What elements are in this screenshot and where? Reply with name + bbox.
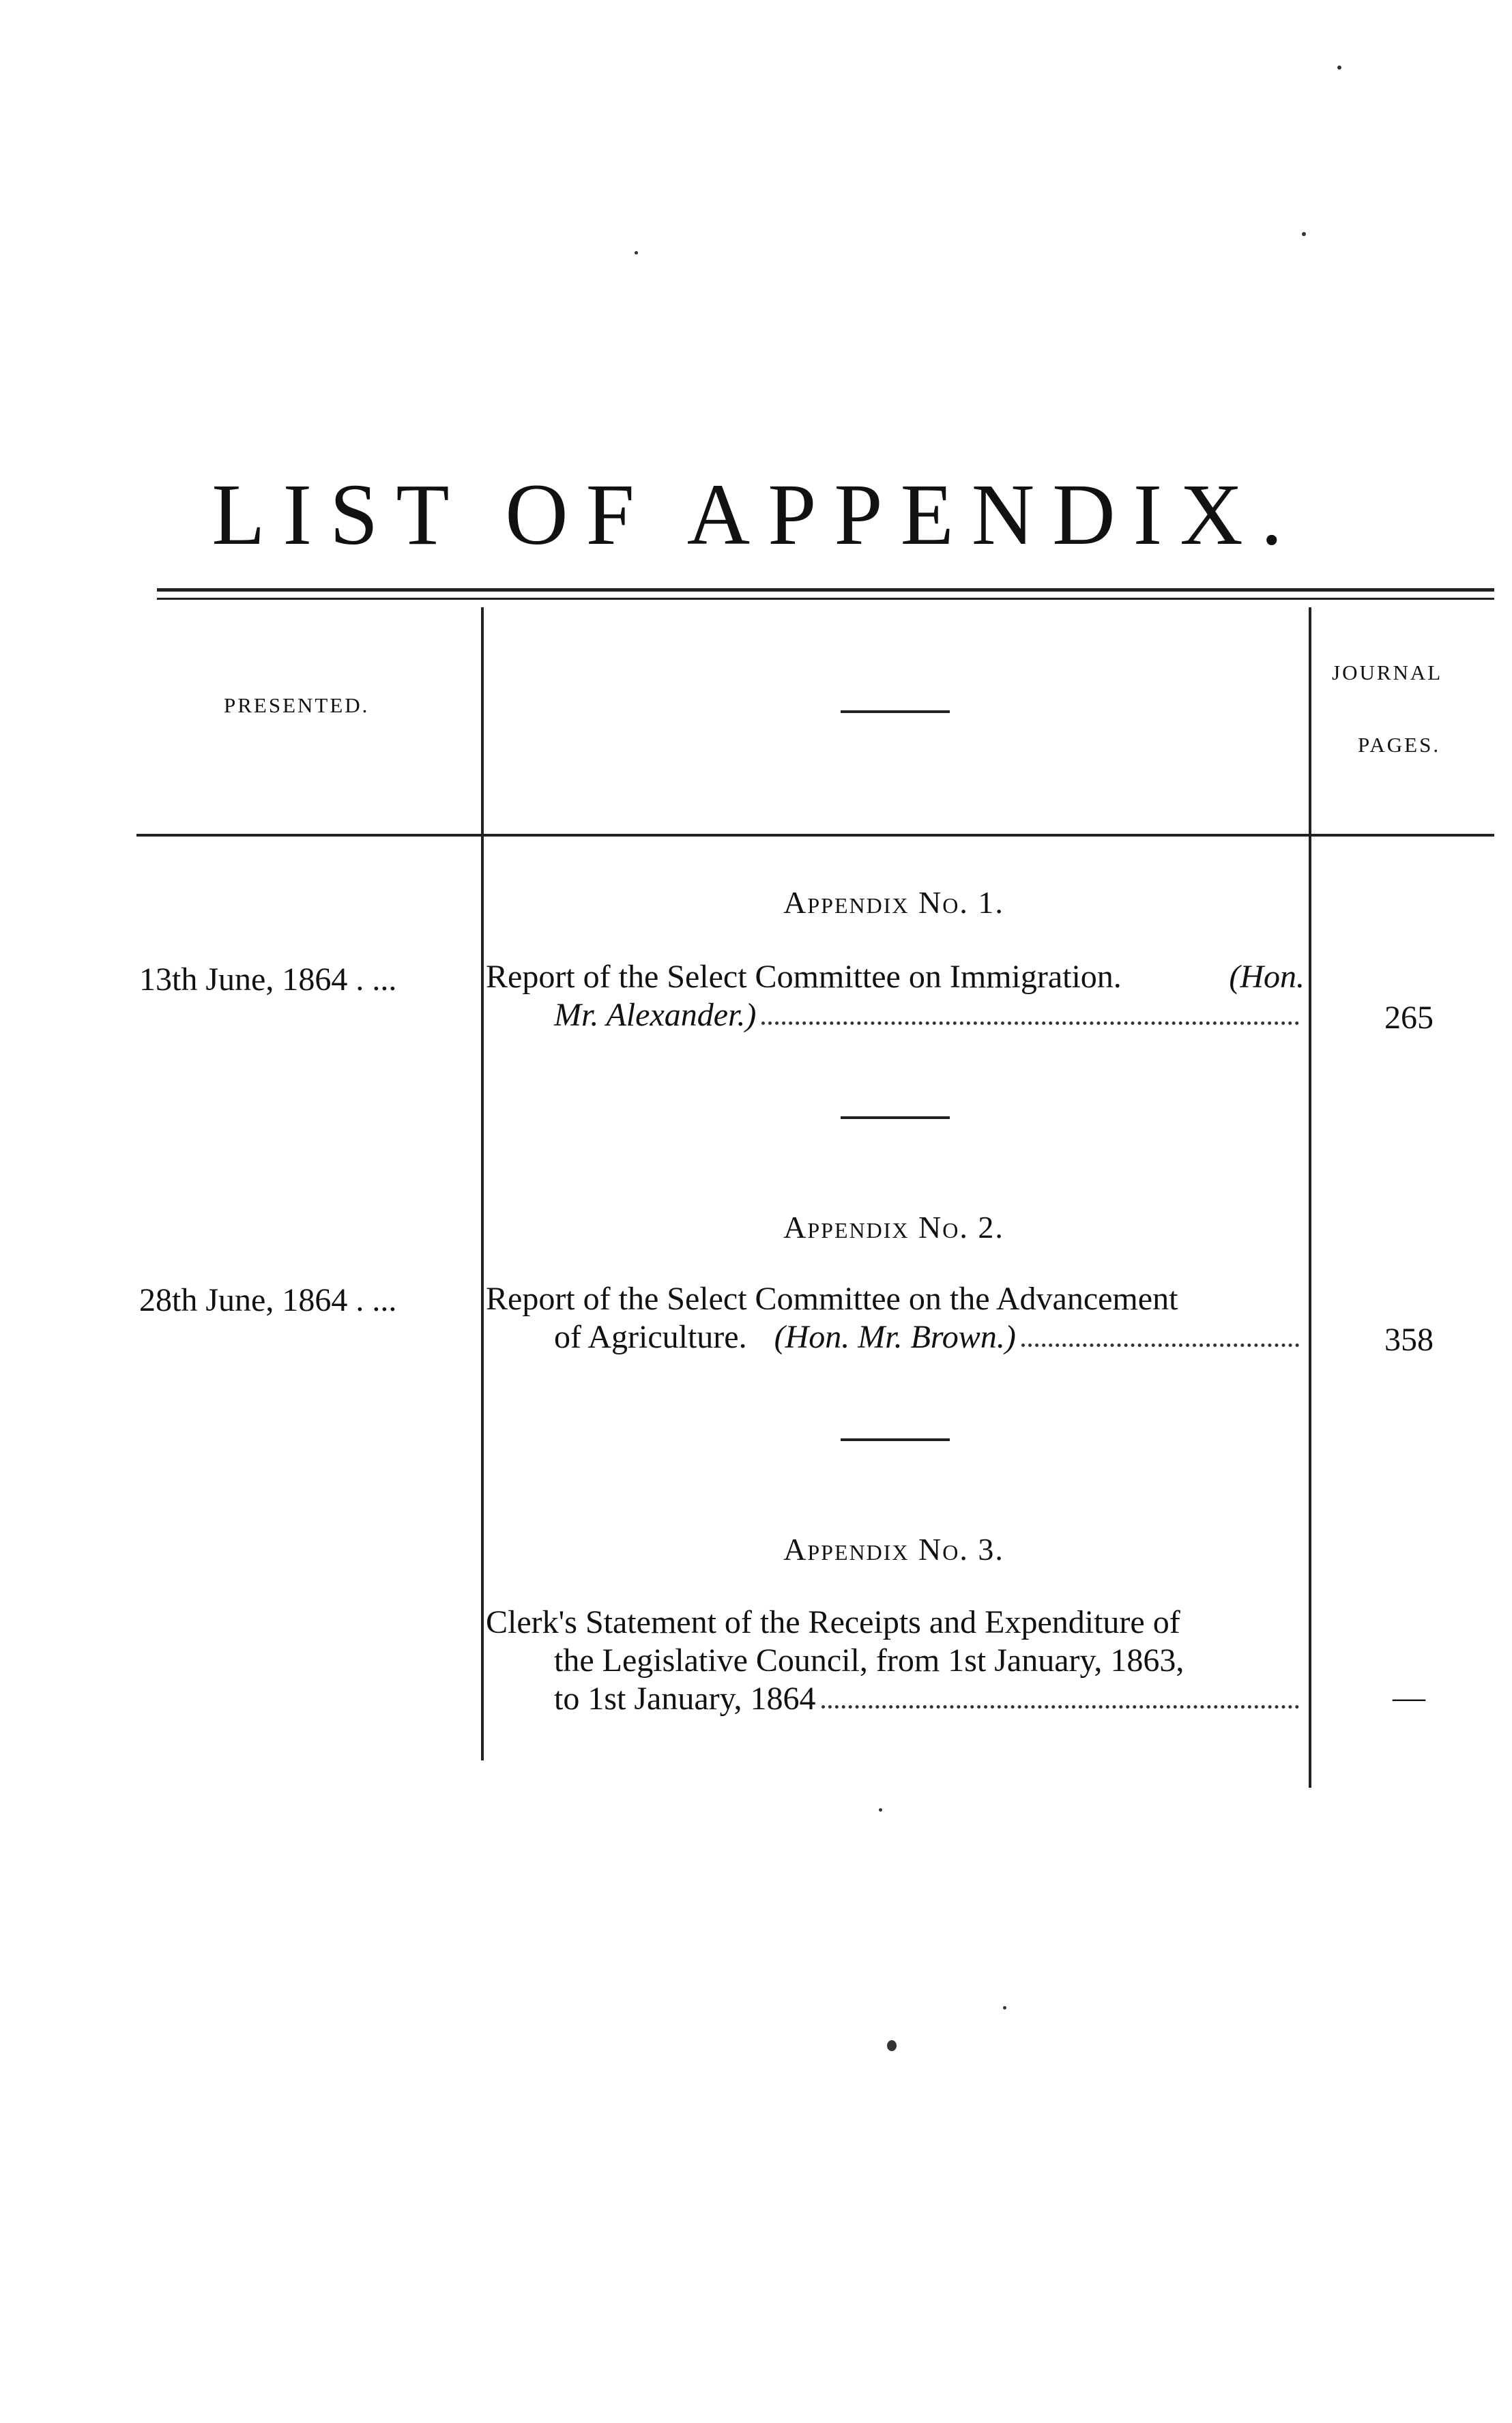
appendix-2-line2: of Agriculture. (554, 1319, 747, 1355)
appendix-1-entry (486, 958, 1305, 1034)
speck (635, 251, 638, 255)
appendix-1-page: 265 (1384, 1000, 1434, 1036)
appendix-2-page: 358 (1384, 1322, 1434, 1358)
appendix-3-entry (486, 1604, 1305, 1718)
speck (1337, 66, 1341, 70)
pages-header: PAGES. (1358, 733, 1441, 757)
speck (1003, 2006, 1006, 2010)
column-divider-right (1309, 607, 1311, 1788)
appendix-2-heading: Appendix No. 2. (783, 1210, 1004, 1245)
speck (879, 1808, 882, 1812)
speck (887, 2040, 897, 2051)
header-rule (136, 834, 1494, 837)
appendix-1-heading: Appendix No. 1. (783, 885, 1004, 920)
appendix-divider-2 (841, 1438, 950, 1441)
speck (1302, 232, 1306, 236)
appendix-3-line1: Clerk's Statement of the Receipts and Expenditure of (486, 1604, 1180, 1640)
appendix-3-page: — (1393, 1679, 1425, 1715)
appendix-2-date: 28th June, 1864 . ... (139, 1282, 397, 1318)
appendix-2-line1: Report of the Select Committee on the Advancement (486, 1281, 1178, 1317)
column-divider-left (481, 607, 484, 1760)
appendix-3-line3: to 1st January, 1864 (554, 1681, 816, 1717)
appendix-1-date: 13th June, 1864 . ... (139, 961, 397, 998)
appendix-1-line2: Mr. Alexander.) (554, 997, 757, 1033)
appendix-1-line1: Report of the Select Committee on Immigration. (486, 959, 1122, 995)
page-title: LIST OF APPENDIX. (212, 466, 1300, 563)
appendix-divider-1 (841, 1116, 950, 1119)
header-center-dash (841, 710, 950, 713)
journal-header: JOURNAL (1332, 661, 1443, 684)
appendix-1-line1-author: (Hon. (1229, 959, 1305, 995)
appendix-3-heading: Appendix No. 3. (783, 1532, 1004, 1567)
presented-header: PRESENTED. (224, 693, 370, 717)
title-rule-top (157, 588, 1494, 592)
appendix-2-entry (486, 1280, 1305, 1356)
appendix-3-line2: the Legislative Council, from 1st January, 1863, (554, 1642, 1184, 1679)
title-rule-bottom (157, 598, 1494, 600)
appendix-2-line2-author: (Hon. Mr. Brown.) (774, 1319, 1016, 1355)
